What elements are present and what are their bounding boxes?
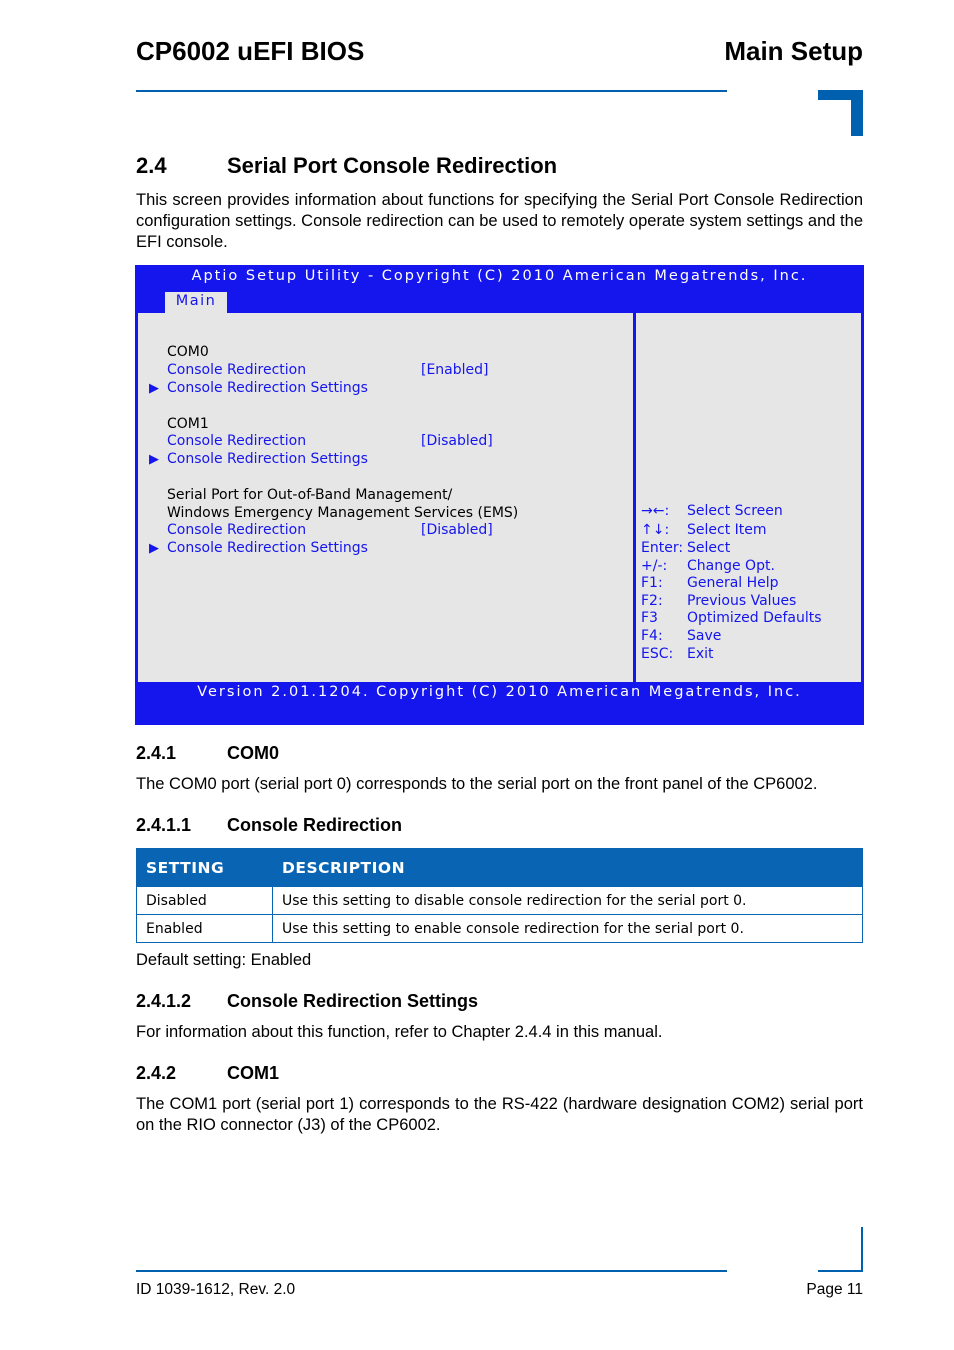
- bios-help-panel: [636, 313, 861, 682]
- settings-table: [136, 848, 863, 943]
- header-corner-mark-vertical: [851, 90, 863, 136]
- description-cell: Use this setting to enable console redirection for the serial port 0.: [273, 915, 863, 943]
- section-title: COM0: [227, 743, 280, 763]
- table-row: [137, 887, 863, 915]
- com1-redirection-settings-item[interactable]: Console Redirection Settings: [167, 451, 368, 467]
- bios-screen: [135, 265, 864, 725]
- section-number: 2.4: [136, 153, 167, 178]
- section-title: COM1: [227, 1063, 280, 1083]
- submenu-arrow-icon: ▶: [149, 380, 159, 395]
- com1-label: COM1: [167, 416, 209, 432]
- setting-cell: Enabled: [137, 915, 273, 943]
- help-key: ESC:: [641, 646, 674, 662]
- tab-main[interactable]: Main: [165, 292, 227, 313]
- section-heading-2-4-1: [136, 743, 863, 765]
- section-heading-2-4-2: [136, 1063, 863, 1085]
- help-action: Change Opt.: [687, 558, 775, 574]
- footer-rule: [136, 1270, 727, 1272]
- section-2-4-1-body: The COM0 port (serial port 0) corresponds to the serial port on the front panel of the CP6002.: [136, 775, 818, 793]
- help-action: Exit: [687, 646, 714, 662]
- section-title: Console Redirection: [227, 815, 403, 835]
- help-key: Enter:: [641, 540, 684, 556]
- section-2-4-body: This screen provides information about functions for specifying the Serial Port Console Redirection configuration settings. Console redirection can be used to remotely operate system settings and the EFI console.: [136, 191, 863, 251]
- section-title: Console Redirection Settings: [227, 991, 479, 1011]
- footer-corner-mark: [818, 1270, 863, 1272]
- help-key: →←:: [641, 503, 670, 519]
- section-number: 2.4.1: [136, 743, 177, 763]
- section-number: 2.4.2: [136, 1063, 177, 1083]
- table-row: [137, 915, 863, 943]
- com0-console-redirection-item[interactable]: Console Redirection: [167, 362, 307, 378]
- section-heading-2-4-1-1: [136, 815, 863, 837]
- column-header-description: DESCRIPTION: [273, 849, 863, 887]
- section-title: Serial Port Console Redirection: [227, 153, 558, 178]
- com0-label: COM0: [167, 344, 209, 360]
- ems-console-redirection-item[interactable]: Console Redirection: [167, 522, 307, 538]
- submenu-arrow-icon: ▶: [149, 540, 159, 555]
- document-id: ID 1039-1612, Rev. 2.0: [136, 1281, 296, 1298]
- table-header-row: [137, 849, 863, 887]
- ems-console-redirection-value[interactable]: [Disabled]: [421, 522, 493, 538]
- help-action: Previous Values: [687, 593, 797, 609]
- help-key: F4:: [641, 628, 663, 644]
- bios-menu-panel: [138, 313, 633, 682]
- help-action: Select Screen: [687, 503, 783, 519]
- bios-bottom-banner: Version 2.01.1204. Copyright (C) 2010 American Megatrends, Inc.: [197, 684, 802, 700]
- page-number: Page 11: [806, 1281, 863, 1298]
- help-key: F1:: [641, 575, 663, 591]
- chapter-title: Main Setup: [724, 36, 863, 66]
- section-2-4-2-body: The COM1 port (serial port 1) corresponds to the RS-422 (hardware designation COM2) serial port on the RIO connector (J3) of the CP6002.: [136, 1095, 863, 1134]
- help-key: F2:: [641, 593, 663, 609]
- help-action: General Help: [687, 575, 779, 591]
- com0-redirection-settings-item[interactable]: Console Redirection Settings: [167, 380, 368, 396]
- section-heading-2-4-1-2: [136, 991, 863, 1013]
- section-number: 2.4.1.1: [136, 815, 192, 835]
- help-action: Save: [687, 628, 722, 644]
- help-key: F3: [641, 610, 658, 626]
- setting-cell: Disabled: [137, 887, 273, 915]
- footer-corner-mark-vertical: [861, 1227, 863, 1272]
- help-key: +/-:: [641, 558, 668, 574]
- help-action: Select: [687, 540, 731, 556]
- help-key: ↑↓:: [641, 522, 670, 538]
- com1-console-redirection-item[interactable]: Console Redirection: [167, 433, 307, 449]
- document-title: CP6002 uEFI BIOS: [136, 36, 365, 66]
- column-header-setting: SETTING: [137, 849, 273, 887]
- help-action: Select Item: [687, 522, 767, 538]
- submenu-arrow-icon: ▶: [149, 451, 159, 466]
- help-action: Optimized Defaults: [687, 610, 822, 626]
- default-setting-text: Default setting: Enabled: [136, 951, 312, 969]
- ems-label-line1: Serial Port for Out-of-Band Management/: [167, 487, 453, 503]
- section-2-4-1-2-body: For information about this function, refer to Chapter 2.4.4 in this manual.: [136, 1023, 663, 1041]
- ems-label-line2: Windows Emergency Management Services (EMS): [167, 505, 519, 521]
- description-cell: Use this setting to disable console redirection for the serial port 0.: [273, 887, 863, 915]
- com0-console-redirection-value[interactable]: [Enabled]: [421, 362, 489, 378]
- com1-console-redirection-value[interactable]: [Disabled]: [421, 433, 493, 449]
- header-rule: [136, 90, 727, 92]
- section-heading-2-4: [136, 153, 863, 181]
- ems-redirection-settings-item[interactable]: Console Redirection Settings: [167, 540, 368, 556]
- bios-top-banner: Aptio Setup Utility - Copyright (C) 2010 American Megatrends, Inc.: [191, 268, 808, 284]
- section-number: 2.4.1.2: [136, 991, 192, 1011]
